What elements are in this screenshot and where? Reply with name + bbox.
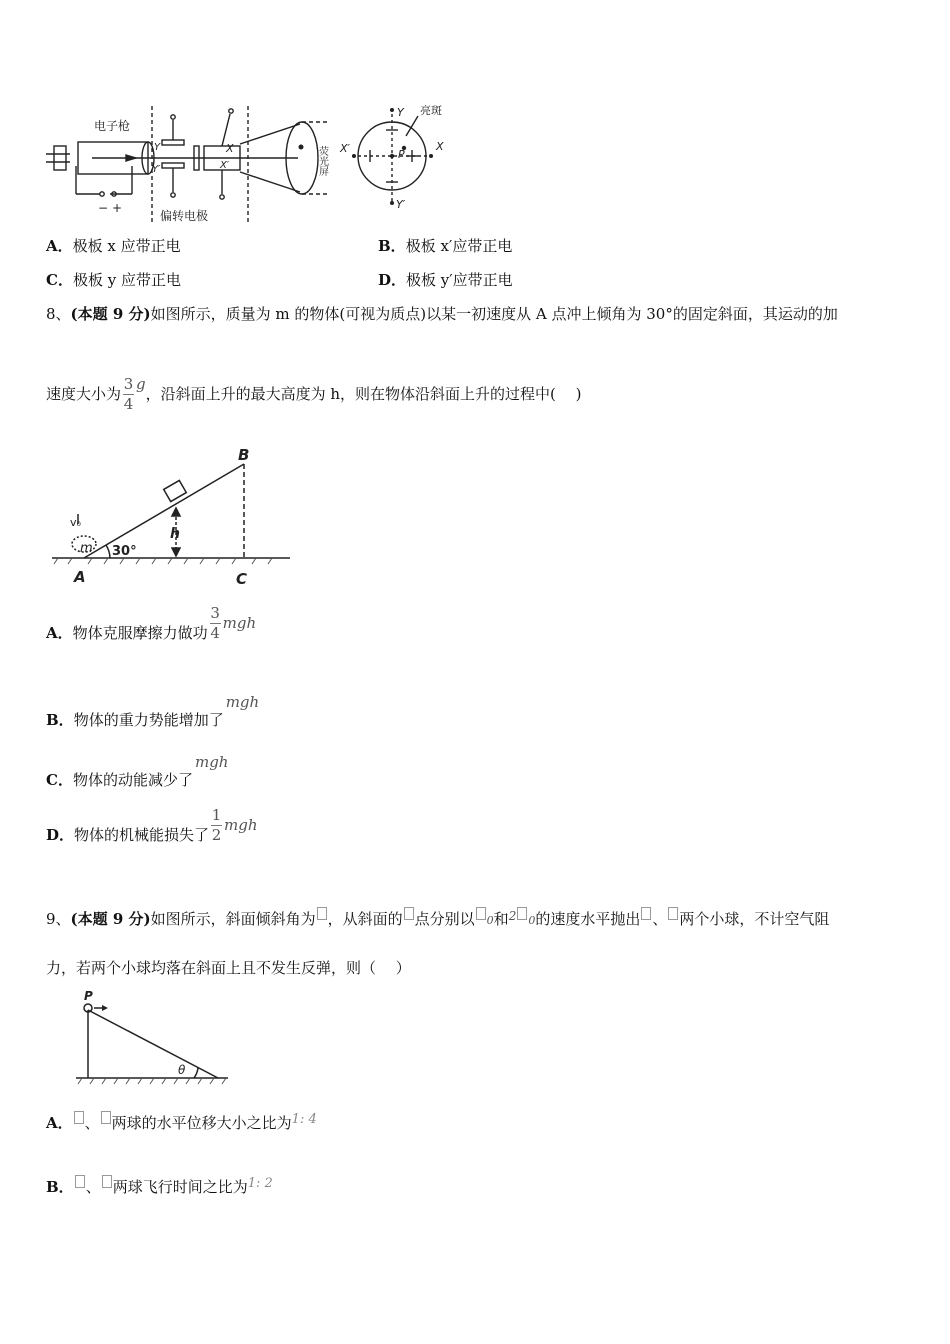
svg-text:Y′: Y′ <box>396 198 406 211</box>
q9-stem-line2: 力，若两个小球均落在斜面上且不发生反弹，则（ ） <box>46 959 411 977</box>
svg-text:−: − <box>98 201 109 215</box>
svg-text:h: h <box>170 526 180 542</box>
svg-text:P: P <box>398 148 405 161</box>
label-bright-spot: 亮斑 <box>420 104 442 117</box>
q9-stem-line1: 9、(本题 9 分)如图所示，斜面倾斜角为 ，从斜面的 点分别以 0和$^2$ 0的速度水平抛出 、 两个小球，不计空气阻 <box>46 909 830 928</box>
missing-glyph-point <box>404 907 414 920</box>
q7-option-b[interactable]: B．极板 x′应带正电 <box>378 237 513 255</box>
svg-text:θ: θ <box>178 1063 186 1077</box>
q9-option-a[interactable]: A． 、 两球的水平位移大小之比为1: 4 <box>46 1112 317 1132</box>
svg-text:X′: X′ <box>220 160 230 171</box>
q9-option-b[interactable]: B． 、 两球飞行时间之比为1: 2 <box>46 1176 273 1196</box>
q8-option-c[interactable]: C． 物体的动能减少了 mgh <box>46 753 229 789</box>
q8-stem-line1: 8、(本题 9 分)如图所示，质量为 m 的物体(可视为质点)以某一初速度从 A 点冲上倾角为 30°的固定斜面，其运动的加 <box>46 305 838 323</box>
missing-glyph-ball-a <box>641 907 651 920</box>
svg-text:Y′: Y′ <box>152 164 161 175</box>
svg-text:C: C <box>236 570 248 588</box>
missing-glyph-v2 <box>517 907 527 920</box>
q8-option-b[interactable]: B． 物体的重力势能增加了 mgh <box>46 693 260 729</box>
svg-text:X: X <box>226 142 234 155</box>
q8-option-a[interactable]: A． 物体克服摩擦力做功 $\frac{3}{4}$ mgh <box>46 603 257 642</box>
fraction-three-quarters: $\frac{3}{4}$ <box>123 374 134 413</box>
label-screen: 荧光屏 <box>316 146 328 176</box>
svg-text:A: A <box>74 568 86 586</box>
q8-stem-line2: 速度大小为 $\frac{3}{4}$ g ，沿斜面上升的最大高度为 h，则在物体沿斜面上升的过程中( ) <box>46 374 582 413</box>
label-deflection-plates: 偏转电极 <box>160 209 209 223</box>
svg-text:P: P <box>84 990 93 1003</box>
svg-text:Y: Y <box>154 142 161 153</box>
svg-text:Y: Y <box>397 106 404 119</box>
incline-diagram <box>48 444 298 590</box>
svg-text:30°: 30° <box>112 544 137 559</box>
q7-option-d[interactable]: D．极板 y′应带正电 <box>378 271 513 289</box>
oscilloscope-diagram <box>40 96 460 228</box>
q8-option-d[interactable]: D． 物体的机械能损失了 $\frac{1}{2}$ mgh <box>46 805 258 844</box>
q7-option-a[interactable]: A．极板 x 应带正电 <box>46 237 181 255</box>
q7-option-c[interactable]: C．极板 y 应带正电 <box>46 271 181 289</box>
projectile-incline-diagram <box>74 990 234 1086</box>
svg-text:+: + <box>112 201 123 215</box>
missing-glyph-ball-b <box>668 907 678 920</box>
svg-text:X′: X′ <box>340 142 351 155</box>
missing-glyph-theta <box>317 907 327 920</box>
missing-glyph-v <box>476 907 486 920</box>
svg-text:X: X <box>436 140 444 153</box>
svg-text:v₀: v₀ <box>70 516 81 529</box>
label-electron-gun: 电子枪 <box>94 119 131 133</box>
svg-text:m: m <box>80 541 93 556</box>
svg-text:B: B <box>238 446 250 464</box>
